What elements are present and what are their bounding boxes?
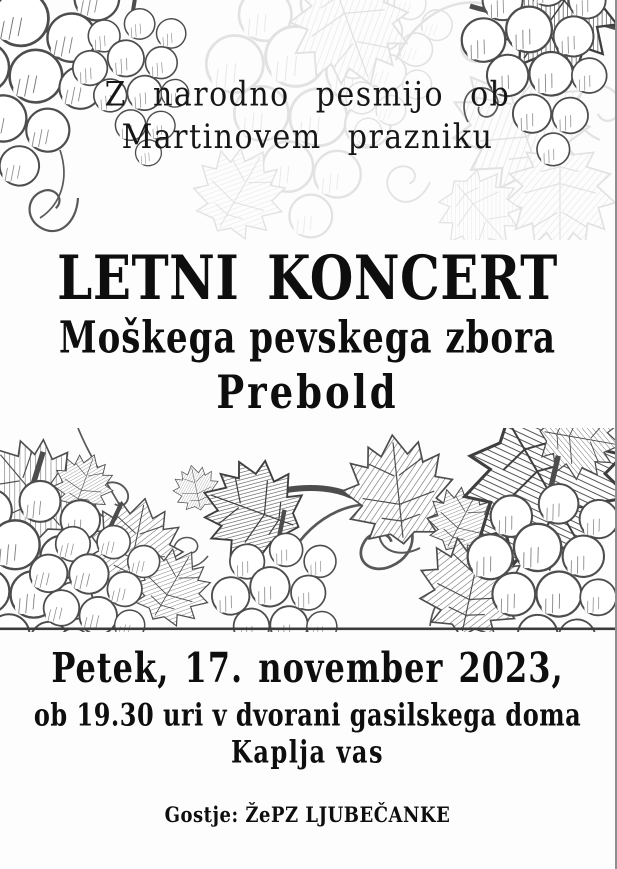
guest-choir: Gostje: ŽePZ LJUBEČANKE [164, 802, 451, 828]
event-time-venue: ob 19.30 uri v dvorani gasilskega doma [33, 696, 582, 734]
event-place: Kaplja vas [231, 733, 384, 771]
grape-vine-middle-illustration [0, 428, 617, 632]
concert-title: LETNI KONCERT [57, 241, 558, 314]
pre-title-line2: Martinovem prazniku [121, 117, 494, 157]
pre-title [0, 74, 615, 159]
event-date: Petek, 17. november 2023, [51, 643, 564, 693]
pre-title-line1: Z narodno pesmijo ob [104, 75, 511, 115]
choir-town: Prebold [216, 364, 399, 419]
divider-line [0, 628, 617, 631]
choir-name: Moškega pevskega zbora [58, 312, 557, 365]
